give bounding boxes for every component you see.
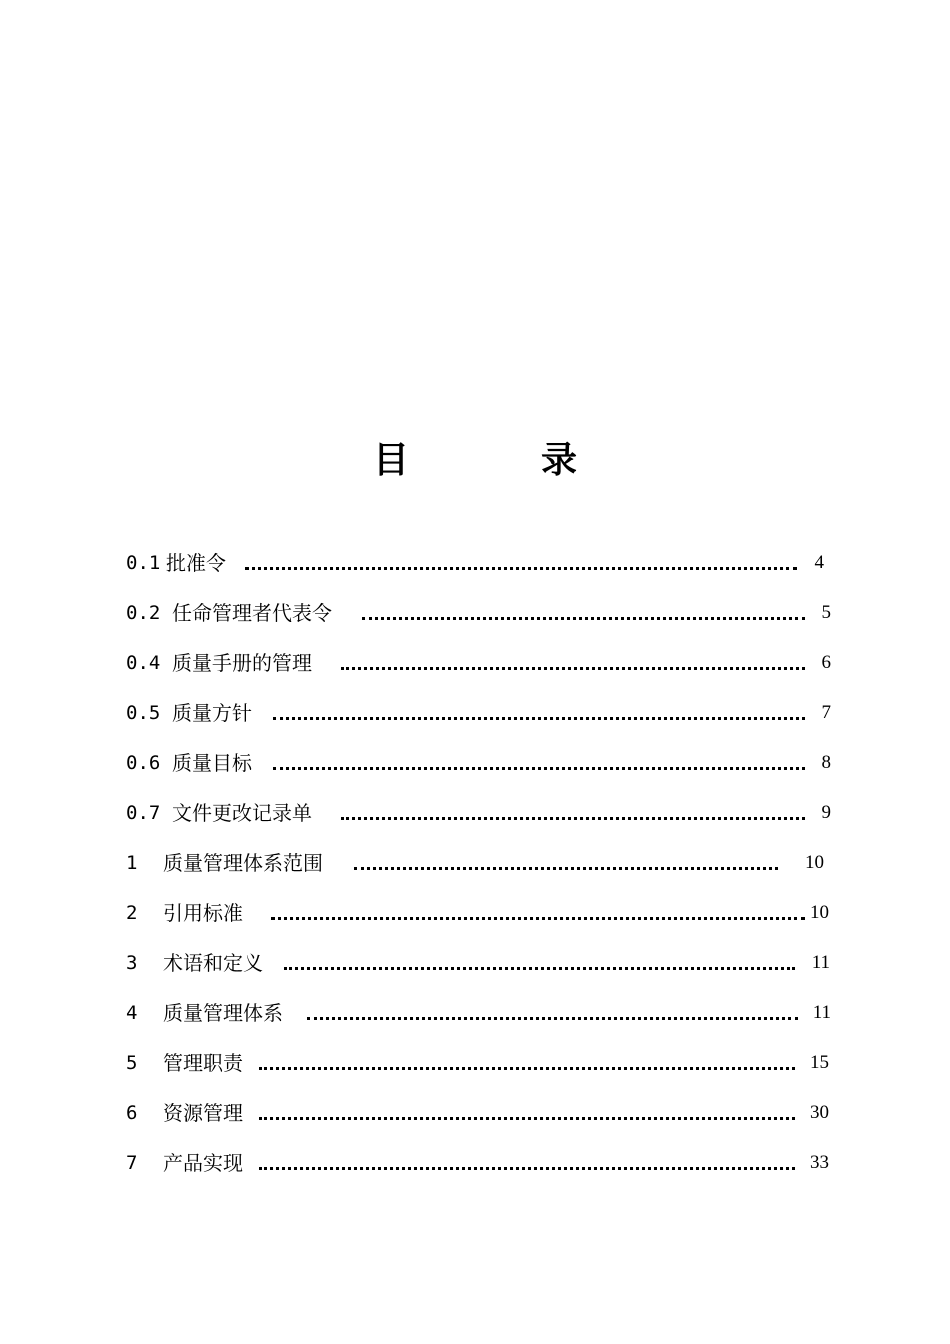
toc-page-number: 6	[821, 652, 831, 673]
toc-page-number: 11	[812, 1002, 831, 1023]
toc-page-number: 8	[821, 752, 831, 773]
toc-entry[interactable]	[0, 1095, 950, 1131]
toc-entry[interactable]	[0, 795, 950, 831]
toc-leader-dots	[341, 817, 805, 820]
toc-page-number: 5	[821, 602, 831, 623]
toc-leader-dots	[284, 967, 795, 970]
toc-number: 3	[126, 952, 138, 974]
toc-title: 批准令	[166, 551, 226, 575]
toc-title: 管理职责	[163, 1051, 243, 1075]
page-title: 目 录	[372, 439, 625, 481]
toc-number: 0.4	[126, 652, 161, 674]
toc-page-number: 9	[821, 802, 831, 823]
toc-number: 0.5	[126, 702, 161, 724]
toc-leader-dots	[245, 567, 797, 570]
toc-leader-dots	[354, 867, 778, 870]
toc-entry[interactable]	[0, 845, 950, 881]
toc-title: 引用标准	[163, 901, 243, 925]
toc-leader-dots	[271, 917, 805, 920]
toc-entry[interactable]	[0, 895, 950, 931]
toc-number: 2	[126, 902, 138, 924]
toc-entry[interactable]	[0, 1145, 950, 1181]
toc-title: 质量方针	[172, 701, 252, 725]
toc-page-number: 7	[821, 702, 831, 723]
toc-number: 6	[126, 1102, 138, 1124]
toc-number: 1	[126, 852, 138, 874]
toc-number: 0.1	[126, 552, 161, 574]
toc-leader-dots	[362, 617, 805, 620]
toc-leader-dots	[259, 1167, 795, 1170]
toc-number: 0.6	[126, 752, 161, 774]
toc-entry[interactable]	[0, 1045, 950, 1081]
toc-number: 0.7	[126, 802, 161, 824]
toc-title: 质量目标	[172, 751, 252, 775]
toc-entry[interactable]	[0, 595, 950, 631]
toc-page-number: 15	[810, 1052, 829, 1073]
toc-page-number: 10	[810, 902, 829, 923]
toc-leader-dots	[273, 717, 805, 720]
toc-leader-dots	[307, 1017, 798, 1020]
toc-entry[interactable]	[0, 945, 950, 981]
toc-leader-dots	[273, 767, 805, 770]
toc-title: 术语和定义	[163, 951, 263, 975]
toc-page-number: 30	[810, 1102, 829, 1123]
toc-title: 产品实现	[163, 1151, 243, 1175]
toc-page-number: 4	[814, 552, 824, 573]
toc-leader-dots	[341, 667, 805, 670]
toc-entry[interactable]	[0, 995, 950, 1031]
toc-title: 质量管理体系	[163, 1001, 283, 1025]
toc-number: 4	[126, 1002, 138, 1024]
toc-entry[interactable]	[0, 645, 950, 681]
toc-leader-dots	[259, 1117, 795, 1120]
toc-entry[interactable]	[0, 695, 950, 731]
toc-number: 5	[126, 1052, 138, 1074]
toc-leader-dots	[259, 1067, 795, 1070]
toc-entry[interactable]	[0, 745, 950, 781]
toc-title: 质量手册的管理	[172, 651, 312, 675]
toc-title: 文件更改记录单	[172, 801, 312, 825]
toc-page-number: 11	[811, 952, 830, 973]
toc-number: 0.2	[126, 602, 161, 624]
toc-title: 资源管理	[163, 1101, 243, 1125]
toc-page-number: 33	[810, 1152, 829, 1173]
toc-page-number: 10	[805, 852, 824, 873]
toc-entry[interactable]	[0, 545, 950, 581]
toc-title: 质量管理体系范围	[163, 851, 323, 875]
toc-number: 7	[126, 1152, 138, 1174]
toc-title: 任命管理者代表令	[172, 601, 332, 625]
